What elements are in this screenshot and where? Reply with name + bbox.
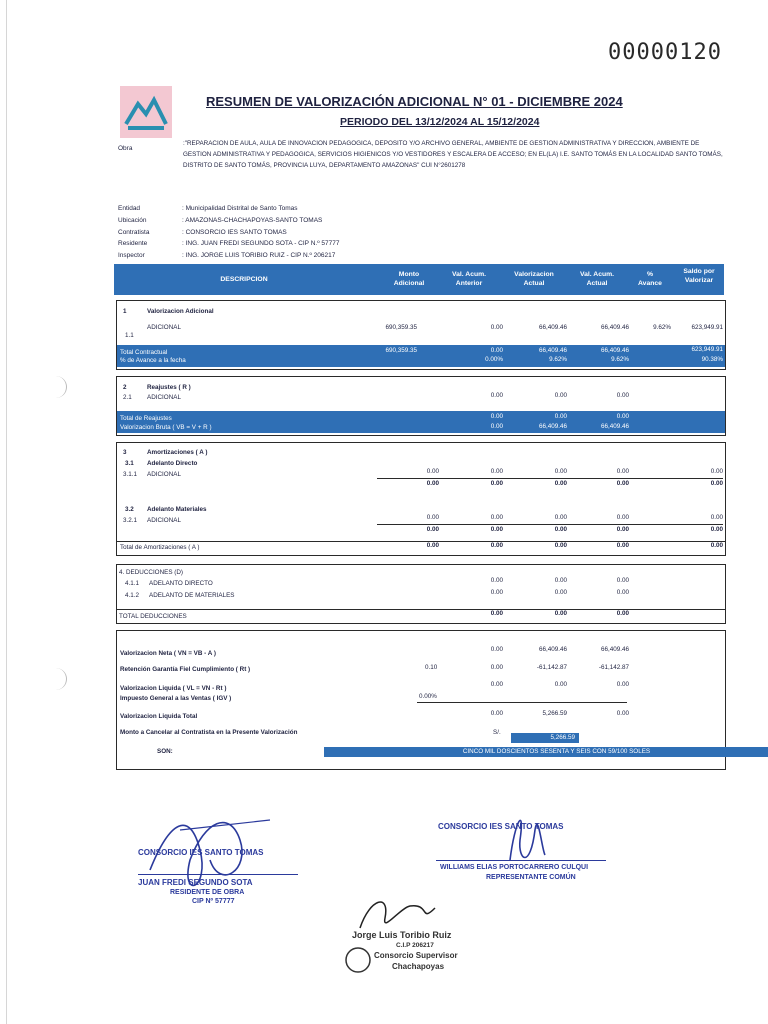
table-cell: Valorizar [684, 277, 714, 284]
table-cell: 3.2.1 [123, 517, 138, 524]
section-title: 4. DEDUCCIONES (D) [119, 569, 184, 576]
table-cell: 0.00 [490, 681, 503, 688]
table-cell: Adelanto Materiales [147, 506, 207, 513]
supervisor-name: Jorge Luis Toribio Ruiz [352, 930, 452, 940]
table-cell: Actual [523, 280, 545, 287]
table-cell: 0.10 [425, 664, 438, 671]
table-cell: 0.00 [490, 514, 503, 521]
table-cell: 0.00 [490, 413, 503, 420]
meta-row [118, 227, 339, 239]
table-cell: 0.00 [490, 577, 503, 584]
table-cell: 0.00 [616, 681, 629, 688]
company-logo [120, 86, 172, 138]
table-cell: 690,359.35 [385, 347, 417, 354]
meta-row [118, 215, 339, 227]
header-actual [504, 270, 564, 288]
table-cell: 0.00 [490, 468, 503, 475]
table-cell: ADICIONAL [147, 394, 181, 401]
igv-label: Impuesto General a las Ventas ( IGV ) [120, 695, 232, 702]
table-cell: 0.00 [426, 526, 439, 533]
page-edge [6, 0, 7, 1024]
left-company: CONSORCIO IES SANTO TOMAS [138, 848, 264, 857]
table-cell: 4.1.1 [125, 580, 140, 587]
obra-label: Obra [118, 145, 133, 152]
table-cell: 0.00 [616, 589, 629, 596]
table-cell: 2.1 [123, 394, 132, 401]
cell-anterior: 0.00 [490, 324, 503, 331]
section-valorizacion [116, 300, 726, 370]
table-cell: Adelanto Directo [147, 460, 198, 467]
table-cell: 66,409.46 [538, 423, 567, 430]
table-cell: 0.00 [710, 542, 723, 549]
table-cell: 623,949.91 [691, 346, 723, 353]
table-cell: Saldo por [683, 268, 715, 275]
table-cell: 0.00 [616, 468, 629, 475]
section-reajustes [116, 376, 726, 436]
supervisor-company: Consorcio Supervisor [374, 951, 458, 960]
amount-in-words: CINCO MIL DOSCIENTOS SESENTA Y SEIS CON 59/100 SOLES [324, 747, 768, 757]
table-cell: : ING. JORGE LUIS TORIBIO RUIZ - CIP N.º 206217 [182, 252, 336, 260]
total-label: Total Contractual [120, 349, 168, 356]
section-resumen [116, 630, 726, 770]
header-saldo [674, 267, 724, 285]
table-cell: 3.1.1 [123, 471, 138, 478]
table-cell: : ING. JUAN FREDI SEGUNDO SOTA - CIP N.º 57777 [182, 240, 340, 248]
vl-label: Valorizacion Liquida ( VL = VN - Rt ) [120, 685, 227, 692]
table-cell: 0.00 [616, 526, 629, 533]
section-amortizaciones [116, 442, 726, 556]
section-title: Reajustes ( R ) [147, 384, 191, 391]
table-cell: 0.00 [554, 392, 567, 399]
table-cell: Val. Acum. [451, 271, 487, 278]
table-cell: 0.00 [426, 542, 439, 549]
table-cell: 0.00 [710, 526, 723, 533]
table-cell: : AMAZONAS-CHACHAPOYAS-SANTO TOMAS [182, 216, 323, 224]
table-cell: Monto [398, 271, 420, 278]
header-monto [384, 270, 434, 288]
table-cell: 0.00 [554, 526, 567, 533]
table-cell: 66,409.46 [538, 646, 567, 653]
vlt-label: Valorizacion Liquida Total [120, 713, 198, 720]
table-cell: Val. Acum. [579, 271, 615, 278]
table-cell: -61,142.87 [598, 664, 629, 671]
table-cell: 0.00 [554, 480, 567, 487]
table-cell: 0.00 [616, 710, 629, 717]
section-title: Valorizacion Adicional [147, 308, 214, 315]
cell-pct: 9.62% [653, 324, 671, 331]
table-cell: 0.00 [554, 468, 567, 475]
right-name: WILLIAMS ELIAS PORTOCARRERO CULQUI [440, 864, 589, 871]
table-cell: Entidad [118, 205, 141, 212]
table-cell: 0.00 [490, 542, 503, 549]
supervisor-cip: C.I.P 206217 [396, 942, 434, 949]
table-cell: ADICIONAL [147, 471, 181, 478]
table-cell: 9.62% [549, 356, 567, 363]
period: PERIODO DEL 13/12/2024 AL 15/12/2024 [340, 116, 540, 128]
table-cell: Residente [118, 240, 148, 248]
table-cell: 0.00 [616, 392, 629, 399]
table-cell: S/. [493, 729, 501, 736]
table-cell: Avance [638, 280, 662, 287]
obra-description: :"REPARACION DE AULA, AULA DE INNOVACION PEDAGOGICA, DEPOSITO Y/O ARCHIVO GENERAL, AMBIENTE DE GESTION ADMINISTRATIVA Y DIRECCION, AMBIENTE DE GESTION ADMINISTRATIVA Y PEDAGOGICA, SERVICIOS HIGIENICOS Y/O VESTIDORES Y ESCALERA DE ACCESO; EN EL(LA) I.E. SANTO TOMÁS EN LA LOCALIDAD SANTO TOMÁS, DISTRITO DE SANTO TOMÁS, PROVINCIA LUYA, DEPARTAMENTO AMAZONAS" CUI N°2601278 [183, 140, 723, 169]
table-cell: ADICIONAL [147, 517, 181, 524]
table-cell: TOTAL DEDUCCIONES [119, 613, 187, 620]
table-cell: -61,142.87 [536, 664, 567, 671]
table-cell: 0.00 [616, 480, 629, 487]
section-title: Amortizaciones ( A ) [147, 449, 208, 456]
signature-right [430, 800, 630, 890]
total-bar [117, 345, 725, 367]
item-label: ADICIONAL [147, 324, 181, 331]
table-header [114, 264, 724, 295]
total-bar [117, 411, 725, 433]
monto-cancelar-value: 5,266.59 [511, 733, 579, 743]
table-cell: : Municipalidad Distrital de Santo Tomas [182, 205, 298, 212]
monto-cancelar-label: Monto a Cancelar al Contratista en la Presente Valorización [120, 729, 298, 736]
table-cell: 0.00 [710, 480, 723, 487]
table-cell: 0.00% [485, 356, 503, 363]
table-cell: 90.38% [701, 356, 723, 363]
document-title: RESUMEN DE VALORIZACIÓN ADICIONAL N° 01 - DICIEMBRE 2024 [206, 94, 623, 109]
cell-acum: 66,409.46 [600, 324, 629, 331]
table-cell: % [646, 271, 654, 278]
table-cell: 0.00 [554, 413, 567, 420]
table-cell: 0.00 [710, 468, 723, 475]
table-cell: 0.00 [490, 610, 503, 617]
cell-actual: 66,409.46 [538, 324, 567, 331]
meta-row [118, 238, 339, 250]
table-cell: 2 [123, 384, 127, 391]
table-cell: 0.00 [490, 664, 503, 671]
signature-left [120, 800, 320, 920]
folio-number: 00000120 [608, 40, 722, 65]
table-cell: 0.00 [554, 589, 567, 596]
table-cell: 4.1.2 [125, 592, 140, 599]
punch-hole [52, 668, 67, 690]
meta-row [118, 250, 339, 262]
left-cip: CIP Nº 57777 [192, 898, 235, 905]
table-cell: 3.2 [125, 506, 134, 513]
vn-label: Valorizacion Neta ( VN = VB - A ) [120, 650, 216, 657]
punch-hole [52, 376, 67, 398]
table-cell: 66,409.46 [600, 423, 629, 430]
table-cell: 0.00 [426, 514, 439, 521]
cell-monto: 690,359.35 [385, 324, 417, 331]
table-cell: 0.00 [490, 347, 503, 354]
signature-supervisor [340, 888, 500, 988]
section-number: 1 [123, 308, 127, 315]
header-acum-actual [570, 270, 624, 288]
left-name: JUAN FREDI SEGUNDO SOTA [138, 878, 253, 887]
table-cell: 9.62% [611, 356, 629, 363]
table-cell: 0.00 [490, 423, 503, 430]
table-cell: 0.00 [426, 480, 439, 487]
table-cell: 3.1 [125, 460, 134, 467]
table-cell: Ubicación [118, 216, 147, 224]
table-cell: Actual [586, 280, 608, 287]
meta-row [118, 203, 339, 215]
table-cell: 0.00 [616, 542, 629, 549]
table-cell: 66,409.46 [600, 646, 629, 653]
table-cell: Valorizacion Bruta ( VB = V + R ) [120, 424, 212, 431]
section-deducciones [116, 564, 726, 624]
table-cell: 0.00 [616, 514, 629, 521]
header-avance [628, 270, 672, 288]
table-cell: 5,266.59 [542, 710, 567, 717]
right-company: CONSORCIO IES SANTO TOMAS [438, 822, 564, 831]
table-cell: 0.00 [490, 646, 503, 653]
cell-saldo: 623,949.91 [691, 324, 723, 331]
table-cell: Total de Amortizaciones ( A ) [120, 544, 200, 551]
table-cell: 0.00 [554, 681, 567, 688]
table-cell: 0.00 [616, 577, 629, 584]
table-cell: 0.00 [554, 610, 567, 617]
table-cell: 0.00 [426, 468, 439, 475]
item-number: 1.1 [125, 332, 134, 339]
header-descripcion: DESCRIPCION [220, 276, 268, 283]
table-cell: 0.00 [490, 710, 503, 717]
table-cell: 66,409.46 [538, 347, 567, 354]
table-cell: Valorizacion [514, 271, 554, 278]
left-role: RESIDENTE DE OBRA [170, 889, 245, 896]
table-cell: 0.00 [490, 589, 503, 596]
project-meta [118, 203, 339, 262]
table-cell: 0.00 [490, 392, 503, 399]
table-cell: Anterior [455, 280, 483, 287]
table-cell: : CONSORCIO IES SANTO TOMAS [182, 228, 287, 236]
table-cell: Inspector [118, 252, 145, 260]
table-cell: 0.00 [490, 526, 503, 533]
table-cell: 0.00 [616, 413, 629, 420]
table-cell: 0.00 [710, 514, 723, 521]
header-anterior [444, 270, 494, 288]
rt-label: Retención Garantía Fiel Cumplimiento ( Rt ) [120, 666, 251, 673]
table-cell: Total de Reajustes [120, 415, 172, 422]
son-label: SON: [157, 748, 173, 755]
pct-label: % de Avance a la fecha [120, 357, 186, 364]
table-cell: 0.00 [554, 542, 567, 549]
table-cell: 0.00 [616, 610, 629, 617]
table-cell: 0.00 [554, 577, 567, 584]
table-cell: 0.00 [490, 480, 503, 487]
table-cell: ADELANTO DE MATERIALES [149, 592, 235, 599]
right-role: REPRESENTANTE COMÚN [486, 874, 576, 881]
table-cell: Contratista [118, 228, 150, 236]
table-cell: 3 [123, 449, 127, 456]
table-cell: 0.00 [554, 514, 567, 521]
supervisor-city: Chachapoyas [392, 962, 445, 971]
table-cell: ADELANTO DIRECTO [149, 580, 213, 587]
table-cell: 66,409.46 [600, 347, 629, 354]
table-cell: 0.00% [419, 693, 437, 700]
table-cell: Adicional [393, 280, 425, 287]
